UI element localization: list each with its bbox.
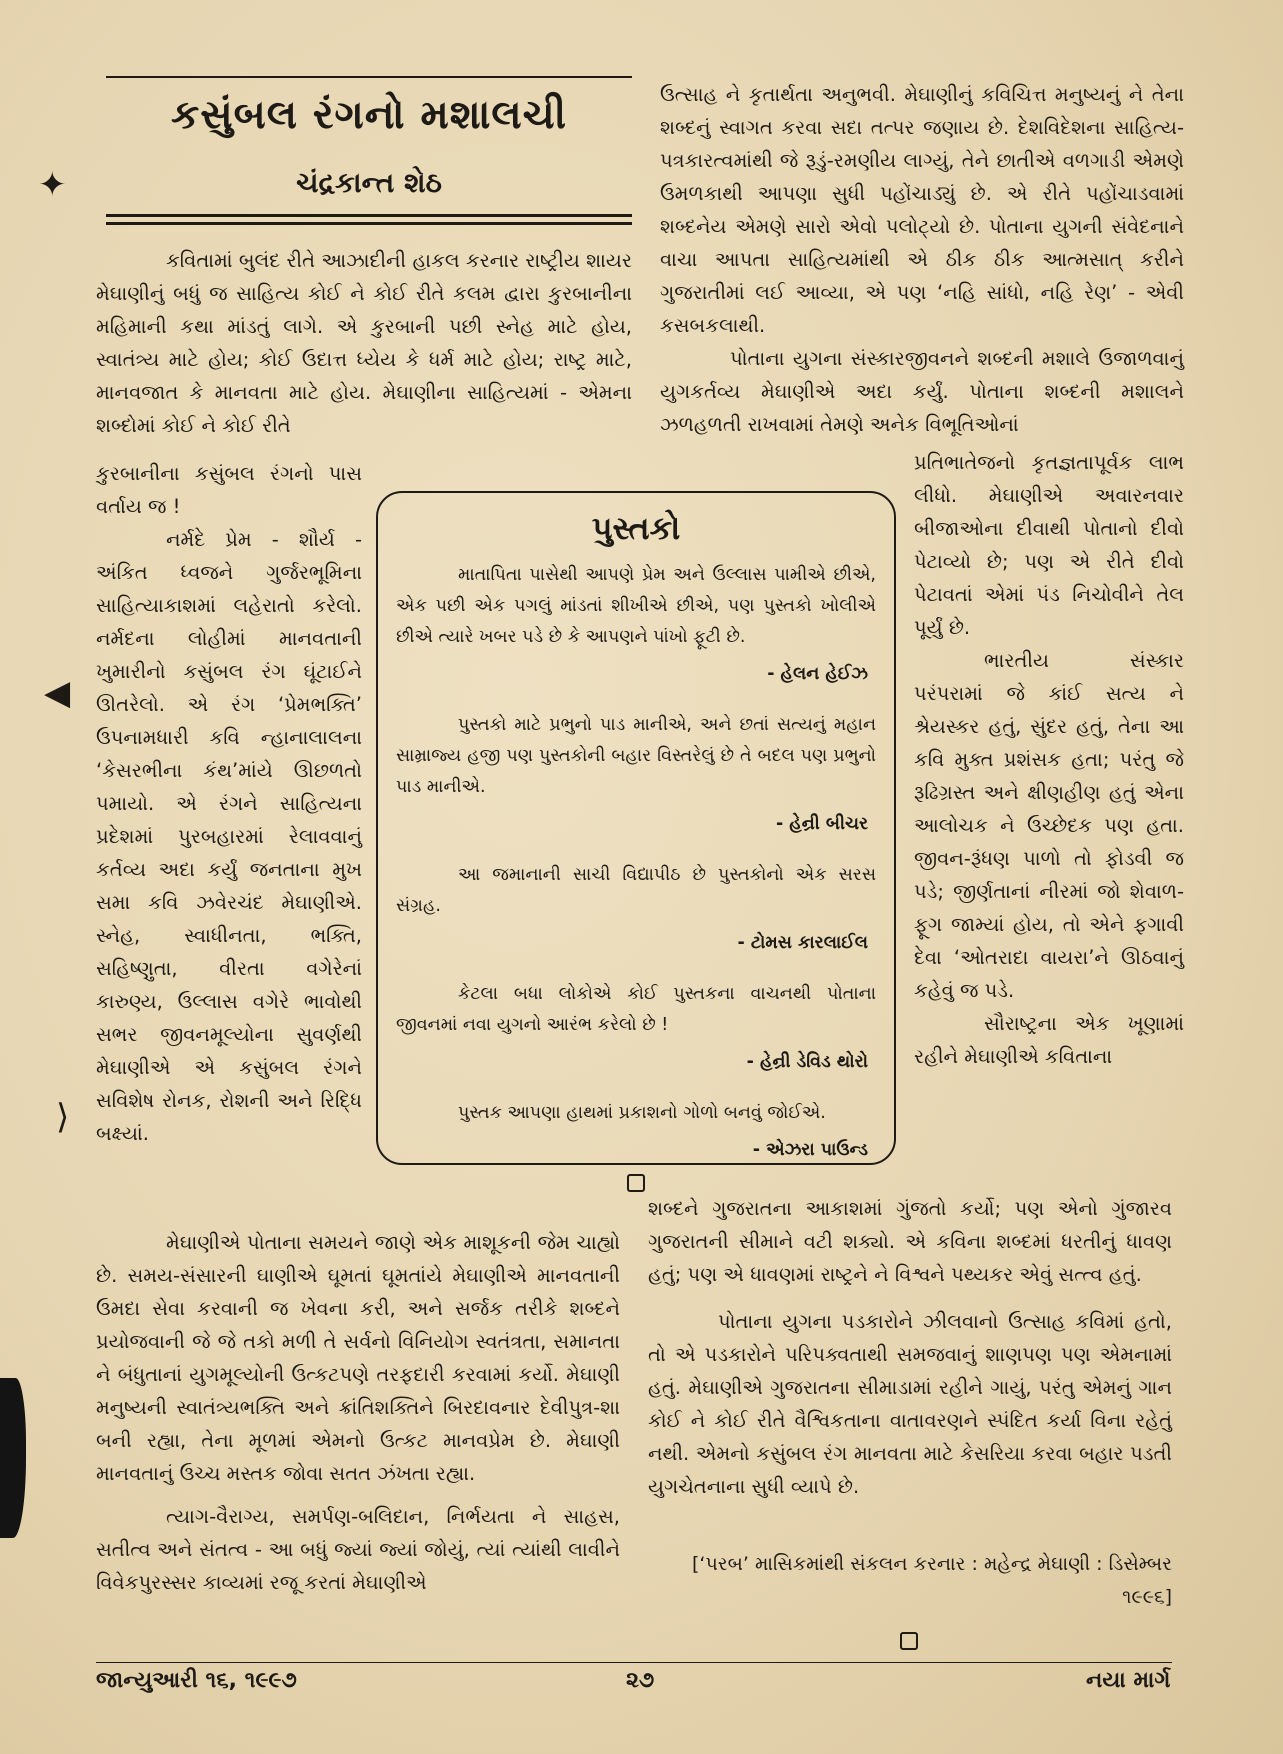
books-quote-box xyxy=(376,491,896,1165)
right-column-top xyxy=(660,78,1184,441)
margin-ornament-icon: ⟩ xyxy=(56,1097,70,1137)
title-top-rule xyxy=(106,76,632,78)
margin-ornament-icon: ◀ xyxy=(44,673,71,713)
paragraph: કવિતામાં બુલંદ રીતે આઝાદીની હાકલ કરનાર રાષ્ટ્રીય શાયર મેઘાણીનું બધું જ સાહિત્ય કોઈ ને કોઈ રીતે કલમ દ્વારા કુરબાનીના મહિમાની કથા માંડતું લાગે. એ કુરબાની પછી સ્નેહ માટે હોય, સ્વાતંત્ર્ય માટે હોય; કોઈ ઉદાત્ત ધ્યેય કે ધર્મ માટે હોય; રાષ્ટ્ર માટે, માનવજાત કે માનવતા માટે હોય. મેઘાણીના સાહિત્યમાં - એમના શબ્દોમાં કોઈ ને કોઈ રીતે xyxy=(96,249,632,437)
paragraph: પ્રતિભાતેજનો કૃતજ્ઞતાપૂર્વક લાભ લીધો. મેઘાણીએ અવારનવાર બીજાઓના દીવાથી પોતાનો દીવો પેટાવ્યો છે; પણ એ રીતે દીવો પેટાવતાં એમાં પંડ નિચોવીને તેલ પૂર્યું છે. xyxy=(914,451,1184,639)
title-bottom-rule-2 xyxy=(106,222,632,225)
footer-page-number: ૨૭ xyxy=(626,1668,655,1693)
article-title: કસુંબલ રંગનો મશાલચી xyxy=(170,92,568,138)
paragraph: ઉત્સાહ ને કૃતાર્થતા અનુભવી. મેઘાણીનું કવિચિત્ત મનુષ્યનું ને તેના શબ્દનું સ્વાગત કરવા સદા તત્પર જણાય છે. દેશવિદેશના સાહિત્ય- પત્રકારત્વમાંથી જે રૂડું-રમણીય લાગ્યું, તેને છાતીએ વળગાડી એમણે ઉમળકાથી આપણા સુધી પહોંચાડ્યું છે. એ રીતે પહોંચાડવામાં શબ્દનેય એમણે સારો એવો પલોટ્યો છે. પોતાના યુગની સંવેદનાને વાચા આપતા સાહિત્યમાંથી એ ઠીક ઠીક આત્મસાત્ કરીને ગુજરાતીમાં લઈ આવ્યા, એ પણ ‘નહિ સાંધો, નહિ રેણ’ - એવી કસબકલાથી. xyxy=(660,83,1184,337)
footer-magazine-name: નયા માર્ગ xyxy=(1086,1668,1171,1693)
quote-author: - હેન્રી બીચર xyxy=(775,814,868,834)
quote-author: - ટોમસ કારલાઈલ xyxy=(737,933,868,953)
quote-text: માતાપિતા પાસેથી આપણે પ્રેમ અને ઉલ્લાસ પામીએ છીએ, એક પછી એક પગલું માંડતાં શીખીએ છીએ, પણ પુસ્તકો ખોલીએ છીએ ત્યારે ખબર પડે છે કે આપણને પાંખો ફૂટી છે. xyxy=(396,565,876,647)
article-end-mark-icon xyxy=(900,1632,918,1650)
quote-author: - એઝરા પાઉન્ડ xyxy=(752,1140,868,1160)
source-note: [‘પરબ’ માસિકમાંથી સંકલન કરનાર : મહેન્દ્ર મેઘાણી : ડિસેમ્બર ૧૯૯૬] xyxy=(692,1553,1172,1608)
quote-author: - હેલન હેઈઝ xyxy=(767,664,868,684)
paragraph: કુરબાનીના કસુંબલ રંગનો પાસ વર્તાય જ ! xyxy=(96,462,362,518)
footer-rule xyxy=(96,1662,1172,1663)
paragraph: નર્મદે પ્રેમ - શૌર્ય - અંકિત ધ્વજને ગુર્જરભૂમિના સાહિત્યાકાશમાં લહેરાતો કરેલો. નર્મદના લોહીમાં માનવતાની ખુમારીનો કસુંબલ રંગ ઘૂંટાઈને ઊતરેલો. એ રંગ ‘પ્રેમભક્તિ’ ઉપનામધારી કવિ ન્હાનાલાલના ‘કેસરભીના કંથ’માંયે ઊછળતો પમાયો. એ રંગને સાહિત્યના પ્રદેશમાં પુરબહારમાં રેલાવવાનું કર્તવ્ય અદા કર્યું જનતાના મુખ સમા કવિ ઝવેરચંદ મેઘાણીએ. સ્નેહ, સ્વાધીનતા, ભક્તિ, સહિષ્ણુતા, વીરતા વગેરેનાં કારુણ્ય, ઉલ્લાસ વગેરે ભાવોથી સભર જીવનમૂલ્યોના સુવર્ણથી મેઘાણીએ એ કસુંબલ રંગને સવિશેષ રોનક, રોશની અને રિદ્ધિ બક્ષ્યાં. xyxy=(96,528,362,1145)
margin-ornament-icon: ✦ xyxy=(38,165,67,205)
left-column-top xyxy=(96,244,632,442)
quote-author: - હેન્રી ડેવિડ થોરો xyxy=(746,1052,868,1072)
paragraph: શબ્દને ગુજરાતના આકાશમાં ગુંજતો કર્યો; પણ એનો ગુંજારવ ગુજરાતની સીમાને વટી શક્યો. એ કવિના શબ્દમાં ધરતીનું ધાવણ હતું; પણ એ ધાવણમાં રાષ્ટ્રને ને વિશ્વને પથ્યકર એવું સત્ત્વ હતું. xyxy=(648,1197,1172,1286)
quote-text: પુસ્તકો માટે પ્રભુનો પાડ માનીએ, અને છતાં સત્યનું મહાન સામ્રાજ્ય હજી પણ પુસ્તકોની બહાર વિસ્તરેલું છે તે બદલ પણ પ્રભુનો પાડ માનીએ. xyxy=(396,715,876,797)
article-author: ચંદ્રકાન્ત શેઠ xyxy=(296,166,442,199)
paragraph: મેઘાણીએ પોતાના સમયને જાણે એક માશૂકની જેમ ચાહ્યો છે. સમય-સંસારની ઘાણીએ ઘૂમતાં ઘૂમતાંયે મેઘાણીએ માનવતાની ઉમદા સેવા કરવાની જ ખેવના કરી, અને સર્જક તરીકે શબ્દને પ્રયોજવાની જે જે તકો મળી તે સર્વનો વિનિયોગ સ્વતંત્રતા, સમાનતા ને બંધુતાનાં યુગમૂલ્યોની ઉત્કટપણે તરફદારી કરવામાં કર્યો. મેઘાણી મનુષ્યની સ્વાતંત્ર્યભક્તિ અને ક્રાંતિશક્તિને બિરદાવનાર દેવીપુત્ર-શા બની રહ્યા, તેના મૂળમાં એમનો ઉત્કટ માનવપ્રેમ છે. મેઘાણી માનવતાનું ઉચ્ચ મસ્તક જોવા સતત ઝંખતા રહ્યા. xyxy=(96,1231,620,1485)
paragraph: પોતાના યુગના સંસ્કારજીવનને શબ્દની મશાલે ઉજાળવાનું યુગકર્તવ્ય મેઘાણીએ અદા કર્યું. પોતાના શબ્દની મશાલને ઝળહળતી રાખવામાં તેમણે અનેક વિભૂતિઓનાં xyxy=(660,347,1184,436)
paragraph: ભારતીય સંસ્કાર પરંપરામાં જે કાંઈ સત્ય ને શ્રેયસ્કર હતું, સુંદર હતું, તેના આ કવિ મુક્ત પ્રશંસક હતા; પરંતુ જે રૂઢિગ્રસ્ત અને ક્ષીણહીણ હતું એના આલોચક ને ઉચ્છેદક પણ હતા. જીવન-રૂંધણ પાળો તો ફોડવી જ પડે; જીર્ણતાનાં નીરમાં જો શેવાળ-ફૂગ જામ્યાં હોય, તો એને ફગાવી દેવા ‘ઓતરાદા વાયરા’ને ઊઠવાનું કહેવું જ પડે. xyxy=(914,649,1184,1002)
left-column-bottom xyxy=(96,1226,620,1599)
right-column-bottom xyxy=(648,1192,1172,1503)
quote-text: કેટલા બધા લોકોએ કોઈ પુસ્તકના વાચનથી પોતાના જીવનમાં નવા યુગનો આરંભ કરેલો છે ! xyxy=(396,984,876,1035)
footer-date: જાન્યુઆરી ૧૬, ૧૯૯૭ xyxy=(96,1668,297,1693)
page-damage-stain xyxy=(0,1378,26,1538)
box-end-mark-icon xyxy=(627,1174,645,1192)
title-bottom-rule xyxy=(106,214,632,217)
paragraph: સૌરાષ્ટ્રના એક ખૂણામાં રહીને મેઘાણીએ કવિતાના xyxy=(914,1012,1184,1068)
quote-box-title: પુસ્તકો xyxy=(591,509,681,547)
left-column-narrow xyxy=(96,457,362,1150)
paragraph: પોતાના યુગના પડકારોને ઝીલવાનો ઉત્સાહ કવિમાં હતો, તો એ પડકારોને પરિપક્વતાથી સમજવાનું શાણપણ પણ એમનામાં હતું. મેઘાણીએ ગુજરાતના સીમાડામાં રહીને ગાયું, પરંતુ એમનું ગાન કોઈ ને કોઈ રીતે વૈશ્વિકતાના વાતાવરણને સ્પંદિત કર્યા વિના રહેતું નથી. એમનો કસુંબલ રંગ માનવતા માટે કેસરિયા કરવા બહાર પડતી યુગચેતનાના સુધી વ્યાપે છે. xyxy=(648,1310,1172,1498)
quote-text: આ જમાનાની સાચી વિદ્યાપીઠ છે પુસ્તકોનો એક સરસ સંગ્રહ. xyxy=(396,865,876,916)
right-column-narrow xyxy=(914,446,1184,1073)
paragraph: ત્યાગ-વૈરાગ્ય, સમર્પણ-બલિદાન, નિર્ભયતા ને સાહસ, સતીત્વ અને સંતત્વ - આ બધું જ્યાં જ્યાં જોયું, ત્યાં ત્યાંથી લાવીને વિવેકપુરસ્સર કાવ્યમાં રજૂ કરતાં મેઘાણીએ xyxy=(96,1505,620,1594)
quote-text: પુસ્તક આપણા હાથમાં પ્રકાશનો ગોળો બનવું જોઈએ. xyxy=(458,1103,826,1123)
